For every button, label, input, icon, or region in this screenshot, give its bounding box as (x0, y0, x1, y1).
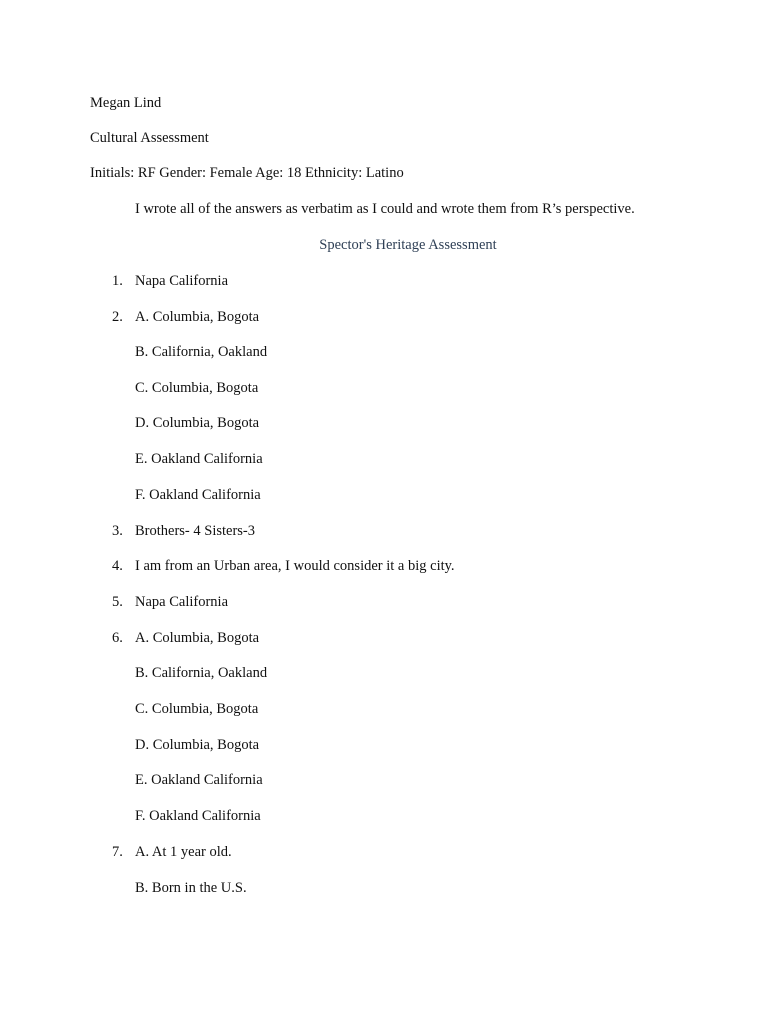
answer-text: E. Oakland California (135, 772, 263, 788)
assignment-title: Cultural Assessment (90, 130, 209, 146)
answer-text: F. Oakland California (135, 487, 261, 503)
answer-text: B. California, Oakland (135, 665, 268, 681)
author-name: Megan Lind (90, 95, 162, 111)
answer-text: D. Columbia, Bogota (135, 415, 260, 431)
answer-text: B. California, Oakland (135, 344, 268, 360)
list-number: 4. (112, 558, 123, 574)
answer-text: C. Columbia, Bogota (135, 380, 259, 396)
answer-text: C. Columbia, Bogota (135, 701, 259, 717)
patient-demographics: Initials: RF Gender: Female Age: 18 Ethnicity: Latino (90, 165, 404, 181)
list-number: 7. (112, 844, 123, 860)
answer-text: Brothers- 4 Sisters-3 (135, 523, 256, 539)
answer-text: I am from an Urban area, I would consider it a big city. (135, 558, 455, 574)
answer-text: B. Born in the U.S. (135, 880, 247, 896)
answer-text: Napa California (135, 594, 229, 610)
list-number: 2. (112, 309, 123, 325)
list-number: 1. (112, 273, 123, 289)
answer-text: A. At 1 year old. (135, 844, 232, 860)
intro-paragraph: I wrote all of the answers as verbatim as I could and wrote them from R’s perspective. (135, 201, 635, 217)
section-heading: Spector's Heritage Assessment (319, 237, 497, 253)
list-number: 5. (112, 594, 123, 610)
answer-text: E. Oakland California (135, 451, 263, 467)
answer-text: Napa California (135, 273, 229, 289)
list-number: 6. (112, 630, 123, 646)
answer-text: D. Columbia, Bogota (135, 737, 260, 753)
answer-text: A. Columbia, Bogota (135, 309, 260, 325)
answer-text: F. Oakland California (135, 808, 261, 824)
list-number: 3. (112, 523, 123, 539)
answer-text: A. Columbia, Bogota (135, 630, 260, 646)
